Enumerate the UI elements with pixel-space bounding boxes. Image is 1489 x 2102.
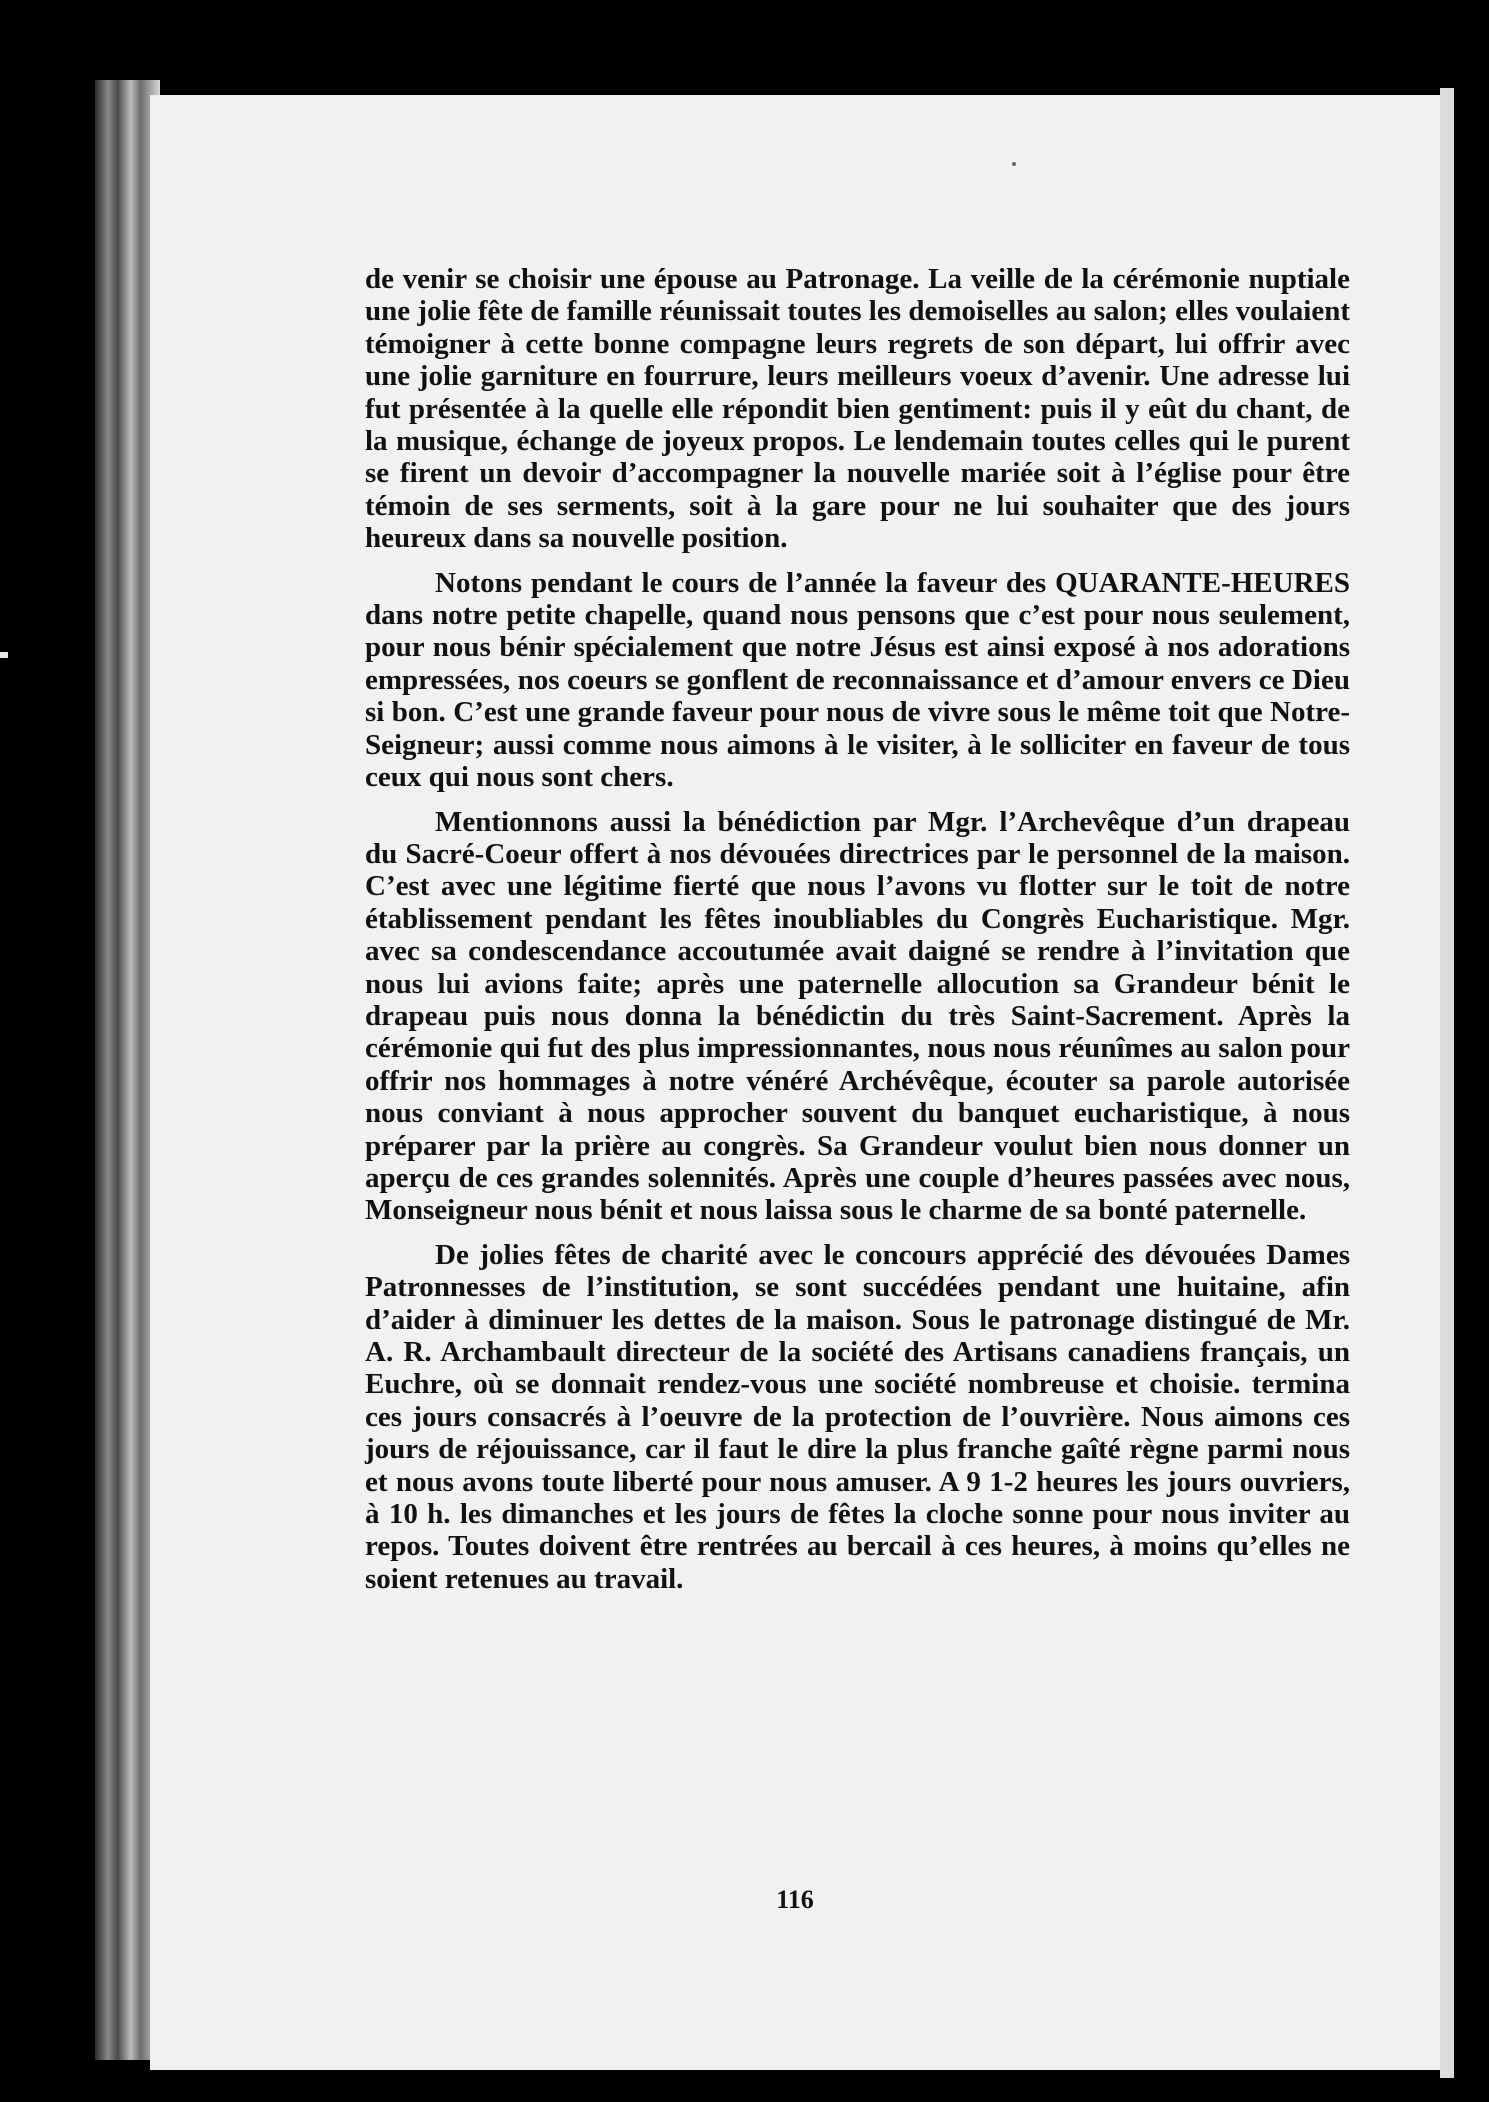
body-text <box>365 263 1350 1607</box>
page-right-edge <box>1440 88 1454 2078</box>
page-number: 116 <box>776 1885 814 1914</box>
paragraph-2: Notons pendant le cours de l’année la faveur des QUARANTE-HEURES dans notre petite chapelle, quand nous pensons que c’est pour nous seulement, pour nous bénir spécialement que notre Jésus est ainsi exposé à nos adorations empressées, nos coeurs se gonflent de reconnaissance et d’amour envers ce Dieu si bon. C’est une grande faveur pour nous de vivre sous le même toit que Notre-Seigneur; aussi comme nous aimons à le visiter, à le solliciter en faveur de tous ceux qui nous sont chers. <box>365 566 1350 794</box>
book-page <box>150 95 1440 2070</box>
paragraph-4: De jolies fêtes de charité avec le concours apprécié des dévouées Dames Patronnesses de l’institution, se sont succédées pendant une huitaine, afin d’aider à diminuer les dettes de la maison. Sous le patronage distingué de Mr. A. R. Archambault directeur de la société des Artisans canadiens français, un Euchre, où se donnait rendez-vous une société nombreuse et choisie. termina ces jours consacrés à l’oeuvre de la protection de l’ouvrière. Nous aimons ces jours de réjouissance, car il faut le dire la plus franche gaîté règne parmi nous et nous avons toute liberté pour nous amuser. A 9 1-2 heures les jours ouvriers, à 10 h. les dimanches et les jours de fêtes la cloche sonne pour nous inviter au repos. Toutes doivent être rentrées au bercail à ces heures, à moins qu’elles ne soient retenues au travail. <box>365 1238 1350 1595</box>
paragraph-1: de venir se choisir une épouse au Patronage. La veille de la cérémonie nuptiale une jolie fête de famille réunissait toutes les demoiselles au salon; elles voulaient témoigner à cette bonne compagne leurs regrets de son départ, lui offrir avec une jolie garniture en fourrure, leurs meilleurs voeux d’avenir. Une adresse lui fut présentée à la quelle elle répondit bien gentiment: puis il y eût du chant, de la musique, échange de joyeux propos. Le lendemain toutes celles qui le purent se firent un devoir d’accompagner la nouvelle mariée soit à l’église pour être témoin de ses serments, soit à la gare pour ne lui souhaiter que des jours heureux dans sa nouvelle position. <box>365 263 1350 555</box>
paragraph-3: Mentionnons aussi la bénédiction par Mgr. l’Archevêque d’un drapeau du Sacré-Coeur offert à nos dévouées directrices par le personnel de la maison. C’est avec une légitime fierté que nous l’avons vu flotter sur le toit de notre établissement pendant les fêtes inoubliables du Congrès Eucharistique. Mgr. avec sa condescendance accoutumée avait daigné se rendre à l’invitation que nous lui avions faite; après une paternelle allocution sa Grandeur bénit le drapeau puis nous donna la bénédictin du très Saint-Sacrement. Après la cérémonie qui fut des plus impressionnantes, nous nous réunîmes au salon pour offrir nos hommages à notre vénéré Archévêque, écouter sa parole autorisée nous conviant à nous approcher souvent du banquet eucharistique, à nous préparer par la prière au congrès. Sa Grandeur voulut bien nous donner un aperçu de ces grandes solennités. Après une couple d’heures passées avec nous, Monseigneur nous bénit et nous laissa sous le charme de sa bonté paternelle. <box>365 805 1350 1227</box>
page-speck <box>1012 162 1016 166</box>
scan-margin-mark <box>0 652 8 658</box>
